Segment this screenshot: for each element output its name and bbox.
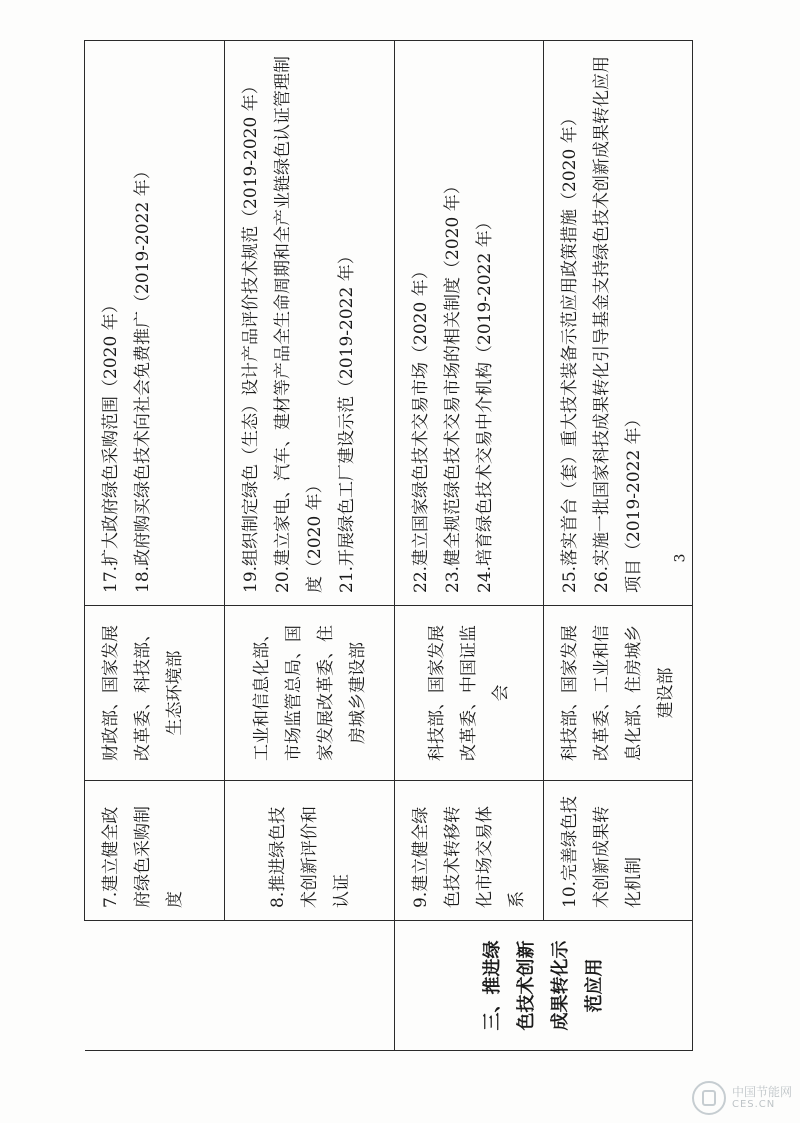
rotated-table-page	[84, 41, 676, 1051]
task-cell: 7.建立健全政府绿色采购制度	[85, 781, 225, 921]
measure-item: 18.政府购买绿色技术向社会免费推广（2019-2022 年）	[133, 162, 153, 593]
task-cell: 10.完善绿色技术创新成果转化机制	[544, 781, 693, 921]
measures-cell	[225, 41, 395, 606]
task-cell: 9.建立健全绿色技术转移转化市场交易体系	[395, 781, 544, 921]
dept-cell: 工业和信息化部、市场监管总局、国家发展改革委、住房城乡建设部	[225, 606, 395, 781]
category-cell-empty	[225, 921, 395, 1051]
page-number: 3	[672, 553, 689, 563]
dept-cell: 科技部、国家发展改革委、工业和信息化部、住房城乡建设部	[544, 606, 693, 781]
category-cell: 三、推进绿色技术创新成果转化示范应用	[395, 921, 693, 1051]
ces-logo-icon	[692, 1081, 726, 1115]
watermark-en: CES.CN	[731, 1099, 776, 1110]
measures-cell	[85, 41, 225, 606]
dept-cell: 科技部、国家发展改革委、中国证监会	[395, 606, 544, 781]
measures-cell	[395, 41, 544, 606]
table-row	[225, 41, 395, 1051]
table-row	[85, 41, 225, 1051]
measure-item: 21.开展绿色工厂建设示范（2019-2022 年）	[337, 247, 357, 593]
watermark-cn: 中国节能网	[731, 1085, 792, 1099]
table-row	[544, 41, 693, 1051]
measure-item: 22.建立国家绿色技术交易市场（2020 年）	[411, 262, 431, 593]
dept-cell: 财政部、国家发展改革委、科技部、生态环境部	[85, 606, 225, 781]
measure-item: 26.实施一批国家科技成果转化引导基金支持绿色技术创新成果转化应用项目（2019-2022 年）	[592, 55, 644, 593]
measure-item: 24.培育绿色技术交易中介机构（2019-2022 年）	[475, 213, 495, 593]
table-row	[395, 41, 544, 1051]
site-watermark	[692, 1081, 792, 1115]
measure-item: 17.扩大政府绿色采购范围（2020 年）	[101, 296, 121, 593]
policy-table	[84, 40, 693, 1051]
measures-cell	[544, 41, 693, 606]
category-cell-empty	[85, 921, 225, 1051]
measure-item: 25.落实首台（套）重大技术装备示范应用政策措施（2020 年）	[560, 109, 580, 593]
measure-item: 20.建立家电、汽车、建材等产品全生命周期和全产业链绿色认证管理制度（2020 年）	[273, 55, 325, 593]
task-cell: 8.推进绿色技术创新评价和认证	[225, 781, 395, 921]
measure-item: 19.组织制定绿色（生态）设计产品评价技术规范（2019-2020 年）	[241, 77, 261, 593]
measure-item: 23.健全规范绿色技术交易市场的相关制度（2020 年）	[443, 177, 463, 593]
